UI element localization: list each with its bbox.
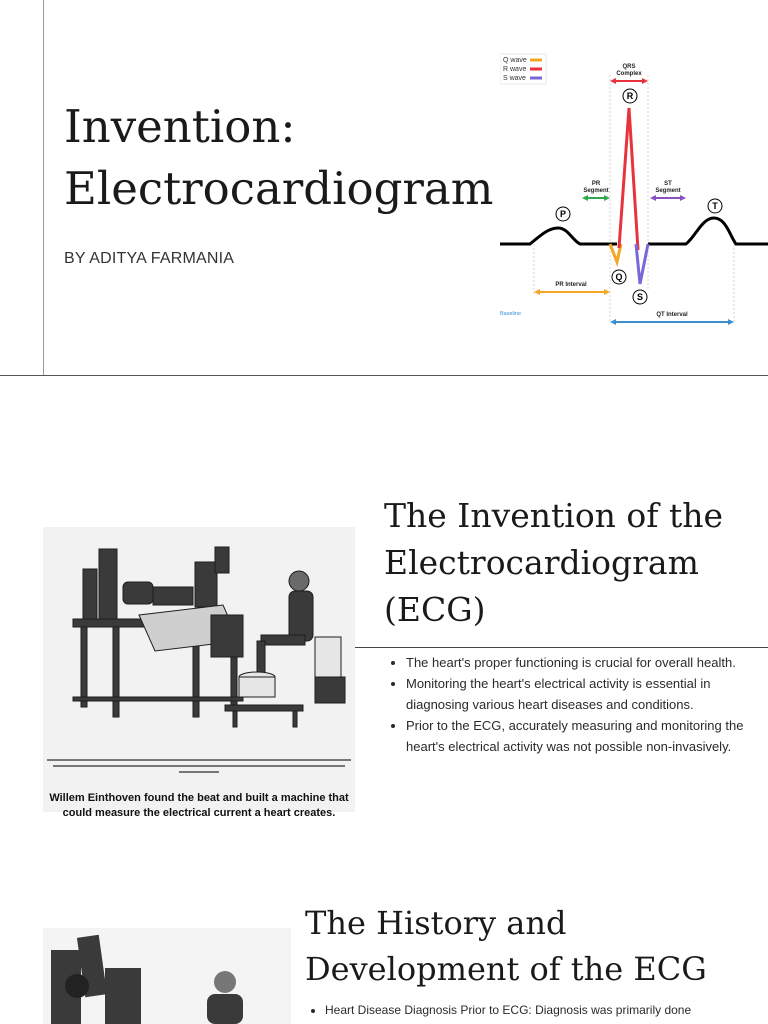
invention-bullet-list — [384, 652, 756, 757]
pr-segment-marker — [582, 181, 610, 201]
qrs-label-2: Complex — [616, 71, 642, 77]
baseline-label: Baseline — [500, 311, 522, 317]
history-bullet-list — [305, 1000, 745, 1020]
bullet-item: • The heart's proper functioning is crucial for overall health. — [406, 652, 756, 673]
pr-segment-label-2: Segment — [583, 188, 609, 194]
legend-s-wave: S wave — [503, 75, 526, 82]
section-heading-invention: The Invention of the Electrocardiogram (ECG) — [384, 496, 724, 629]
r-wave-trace — [619, 108, 638, 250]
heading-rule — [355, 647, 768, 648]
qrs-complex-marker — [610, 64, 648, 84]
pr-interval-marker — [534, 282, 610, 295]
pr-segment-label-1: PR — [591, 181, 601, 187]
st-segment-label-2: Segment — [655, 188, 681, 194]
r-wave-label: R — [626, 91, 634, 101]
bullet-item: • Prior to the ECG, accurately measuring and monitoring the heart's electrical activity was not possible non-invasively. — [406, 715, 756, 757]
early-ecg-apparatus-photo — [43, 928, 291, 1024]
qrs-label-1: QRS — [622, 64, 636, 70]
bullet-item: • Monitoring the heart's electrical activity is essential in diagnosing various heart diseases and conditions. — [406, 673, 756, 715]
p-wave-label: P — [559, 209, 567, 219]
slide-divider — [0, 375, 768, 376]
author-byline: BY ADITYA FARMANIA — [64, 250, 235, 267]
qt-interval-marker — [610, 312, 734, 325]
pr-interval-label: PR Interval — [555, 282, 587, 288]
qt-interval-label: QT Interval — [656, 312, 688, 318]
t-wave-label: T — [712, 201, 718, 211]
string-galvanometer-illustration — [43, 527, 355, 779]
st-segment-marker — [650, 181, 686, 201]
left-rule — [43, 0, 44, 376]
apparatus-illustration — [43, 928, 291, 1024]
einthoven-machine-photo — [43, 527, 355, 812]
slide-title — [64, 96, 504, 220]
ecg-trace — [500, 218, 768, 244]
title-slide — [0, 0, 768, 376]
title-line-1: Invention: — [64, 100, 296, 153]
legend-r-wave: R wave — [503, 66, 527, 73]
st-segment-label-1: ST — [664, 181, 672, 187]
section-heading-history: The History and Development of the ECG — [305, 904, 707, 988]
s-wave-label: S — [636, 292, 644, 302]
ecg-waveform-diagram — [500, 50, 768, 330]
s-wave-trace — [636, 244, 648, 284]
legend-q-wave: Q wave — [503, 57, 527, 64]
photo-caption: Willem Einthoven found the beat and built a machine that could measure the electrical current a heart creates. — [49, 792, 349, 819]
diagram-legend — [500, 54, 546, 84]
bullet-item: • Heart Disease Diagnosis Prior to ECG: Diagnosis was primarily done — [325, 1000, 745, 1020]
q-wave-label: Q — [615, 272, 623, 282]
title-line-2: Electrocardiogram — [64, 162, 494, 215]
